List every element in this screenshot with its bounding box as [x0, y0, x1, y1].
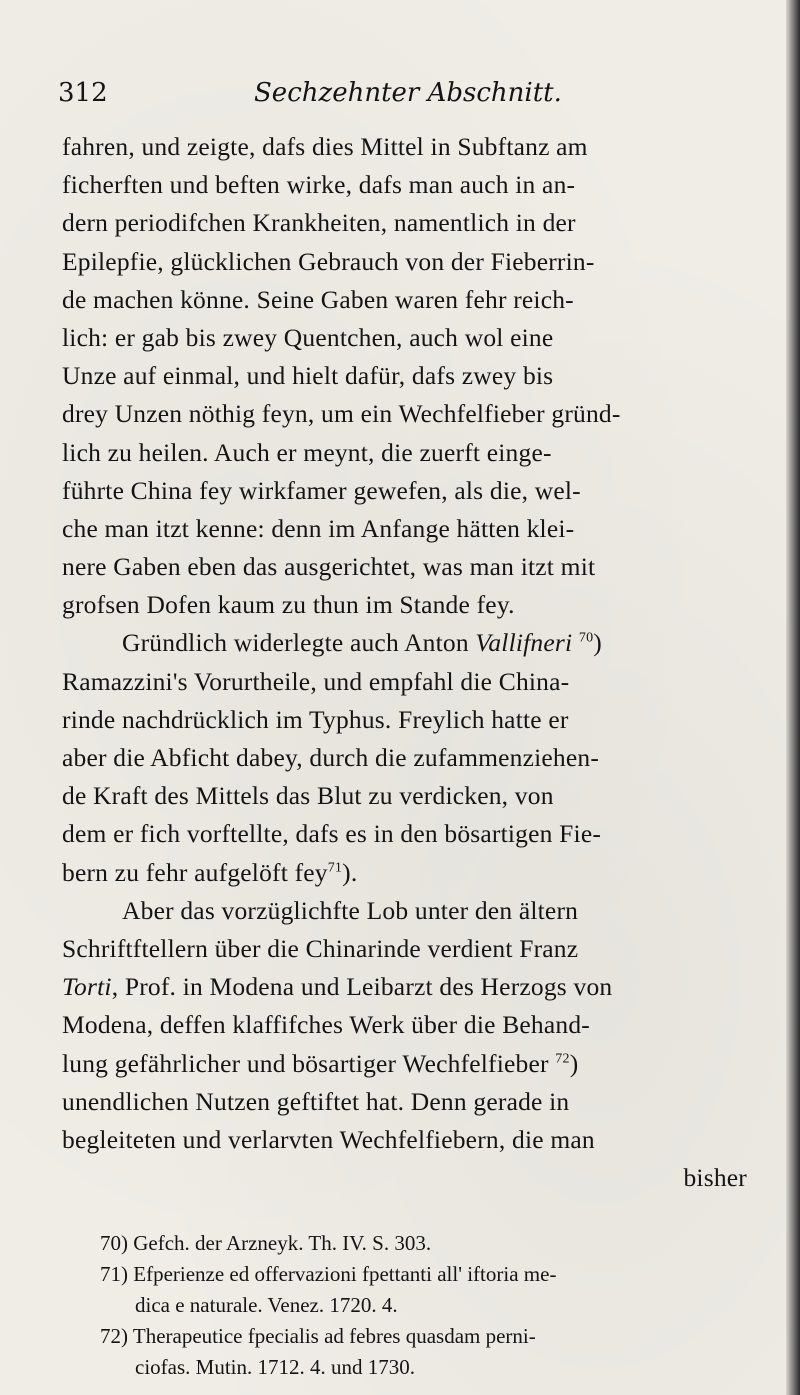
text-line: drey Unzen nöthig feyn, um ein Wechfelfieber gründ-	[62, 399, 621, 429]
text-line: lich zu heilen. Auch er meynt, die zuerft einge-	[62, 437, 552, 467]
text-line: Aber das vorzüglichfte Lob unter den ältern	[122, 895, 579, 925]
text-line	[62, 854, 747, 892]
text-line: führte China fey wirkfamer gewefen, als die, wel-	[62, 475, 581, 505]
text-line: Epilepfie, glücklichen Gebrauch von der Fieberrin-	[62, 246, 595, 276]
text-run: bern zu fehr aufgelöft fey	[62, 857, 328, 887]
text-line: de machen könne. Seine Gaben waren fehr reich-	[62, 284, 574, 314]
text-line: che man itzt kenne: denn im Anfange hätten klei-	[62, 513, 575, 543]
text-line: Modena, deffen klaffifches Werk über die Behand-	[62, 1010, 590, 1040]
text-line	[62, 624, 747, 662]
text-line: lich: er gab bis zwey Quentchen, auch wol eine	[62, 322, 554, 352]
text-line: grofsen Dofen kaum zu thun im Stande fey.	[62, 590, 515, 620]
text-run: , Prof. in Modena und Leibarzt des Herzogs von	[111, 972, 613, 1002]
text-line: ficherften und beften wirke, dafs man auch in an-	[62, 170, 576, 200]
text-run: Gründlich widerlegte auch Anton	[122, 628, 476, 658]
text-line: aber die Abficht dabey, durch die zufammenziehen-	[62, 743, 600, 772]
text-line: begleiteten und verlarvten Wechfelfiebern, die man	[62, 1124, 595, 1154]
author-name: Vallifneri	[475, 628, 573, 658]
text-line: Unze auf einmal, und hielt dafür, dafs zwey bis	[62, 361, 554, 391]
text-line: rinde nachdrücklich im Typhus. Freylich hatte er	[62, 704, 569, 734]
running-head: Sechzehnter Abschnitt.	[254, 78, 562, 108]
footnotes	[100, 1228, 740, 1383]
text-line: fahren, und zeigte, dafs dies Mittel in Subftanz am	[62, 132, 588, 161]
text-line: unendlichen Nutzen geftiftet hat. Denn gerade in	[62, 1086, 570, 1116]
footnote: 72) Therapeutice fpecialis ad febres quasdam perni-	[100, 1324, 536, 1348]
text-run: )	[593, 628, 602, 658]
footnote-ref: 72	[555, 1051, 570, 1066]
footnote-continuation: ciofas. Mutin. 1712. 4. und 1730.	[135, 1355, 415, 1379]
footnote: 71) Efperienze ed offervazioni fpettanti all' iftoria me-	[100, 1262, 557, 1286]
page-edge-shadow	[786, 0, 800, 1395]
page-header	[58, 78, 758, 118]
text-line: Schriftftellern über die Chinarinde verdient Franz	[62, 933, 579, 963]
footnote: 70) Gefch. der Arzneyk. Th. IV. S. 303.	[100, 1231, 432, 1255]
text-line: dem er fich vorftellte, dafs es in den bösartigen Fie-	[62, 819, 602, 849]
text-line	[62, 968, 747, 1006]
text-line: dern periodifchen Krankheiten, namentlich in der	[62, 208, 576, 238]
text-line	[62, 1045, 747, 1083]
text-run: ).	[342, 857, 358, 887]
footnote-ref: 70	[578, 630, 594, 646]
catchword: bisher	[683, 1163, 747, 1193]
main-text	[62, 128, 747, 1197]
text-run: )	[569, 1048, 579, 1078]
author-name: Torti	[62, 972, 112, 1002]
footnote-ref: 71	[327, 860, 343, 876]
text-line: de Kraft des Mittels das Blut zu verdicken, von	[62, 781, 554, 811]
text-run: lung gefährlicher und bösartiger Wechfelfieber	[62, 1048, 556, 1078]
page-number: 312	[58, 78, 108, 108]
footnote-continuation: dica e naturale. Venez. 1720. 4.	[135, 1293, 398, 1317]
text-line: nere Gaben eben das ausgerichtet, was man itzt mit	[62, 552, 596, 582]
text-line: Ramazzini's Vorurtheile, und empfahl die China-	[62, 666, 570, 696]
